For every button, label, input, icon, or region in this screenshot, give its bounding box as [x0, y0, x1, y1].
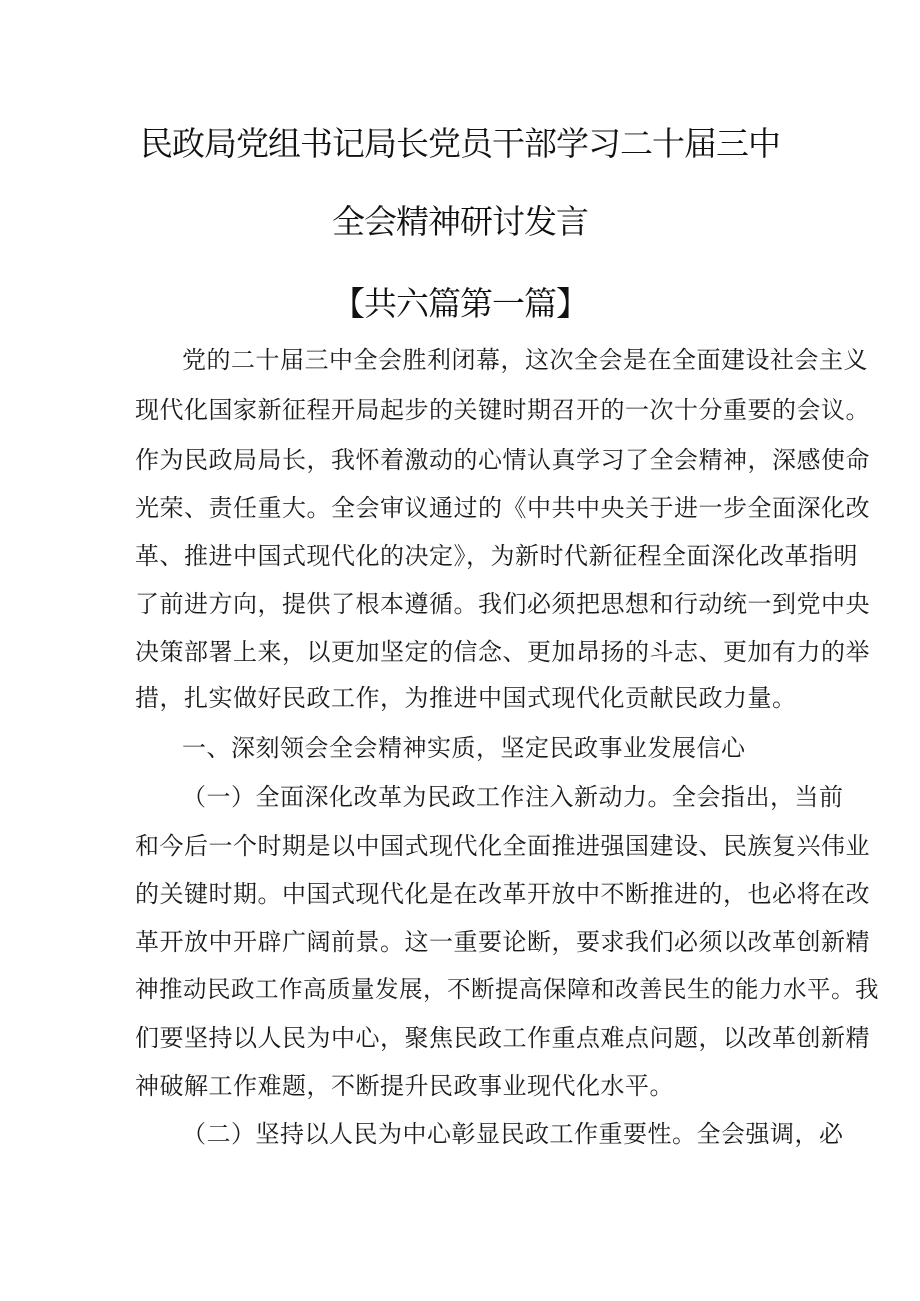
body-line: （一）全面深化改革为民政工作注入新动力。全会指出，当前	[182, 783, 844, 811]
document-title-line-2: 全会精神研讨发言	[332, 202, 588, 241]
body-line: 和今后一个时期是以中国式现代化全面推进强国建设、民族复兴伟业	[135, 832, 870, 860]
body-line: 现代化国家新征程开局起步的关键时期召开的一次十分重要的会议。	[135, 396, 870, 424]
body-line: 措，扎实做好民政工作，为推进中国式现代化贡献民政力量。	[135, 684, 797, 712]
body-line: （二）坚持以人民为中心彰显民政工作重要性。全会强调，必	[182, 1120, 844, 1148]
body-line: 了前进方向，提供了根本遵循。我们必须把思想和行动统一到党中央	[135, 590, 870, 618]
body-line: 们要坚持以人民为中心，聚焦民政工作重点难点问题，以改革创新精	[135, 1024, 870, 1052]
body-line: 神推动民政工作高质量发展，不断提高保障和改善民生的能力水平。我	[135, 975, 879, 1003]
body-line: 革、推进中国式现代化的决定》，为新时代新征程全面深化改革指明	[135, 542, 858, 570]
body-line: 神破解工作难题，不断提升民政事业现代化水平。	[135, 1072, 674, 1100]
body-line: 党的二十届三中全会胜利闭幕，这次全会是在全面建设社会主义	[182, 346, 868, 374]
body-line: 革开放中开辟广阔前景。这一重要论断，要求我们必须以改革创新精	[135, 928, 870, 956]
body-line: 作为民政局局长，我怀着激动的心情认真学习了全会精神，深感使命	[135, 446, 870, 474]
section-heading: 一、深刻领会全会精神实质，坚定民政事业发展信心	[182, 734, 746, 762]
document-title-line-1: 民政局党组书记局长党员干部学习二十届三中	[140, 124, 780, 163]
body-line: 决策部署上来，以更加坚定的信念、更加昂扬的斗志、更加有力的举	[135, 638, 870, 666]
document-subtitle: 【共六篇第一篇】	[332, 284, 588, 323]
body-line: 的关键时期。中国式现代化是在改革开放中不断推进的，也必将在改	[135, 880, 870, 908]
body-line: 光荣、责任重大。全会审议通过的《中共中央关于进一步全面深化改	[135, 494, 870, 522]
